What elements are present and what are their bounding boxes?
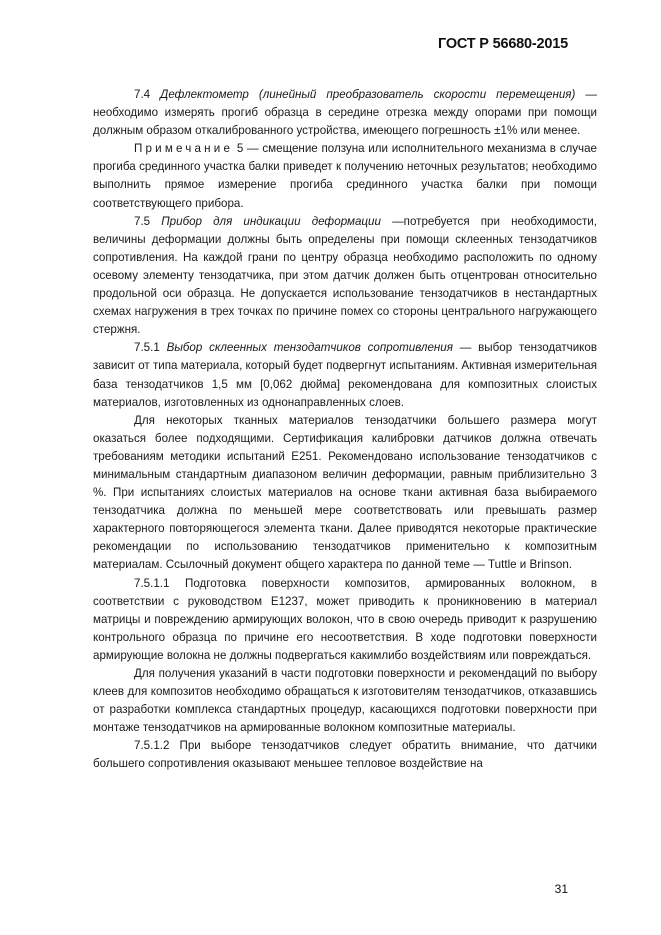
section-title: Выбор склеенных тензодатчиков сопротивления	[166, 341, 453, 355]
paragraph-7-5-1	[93, 339, 597, 411]
paragraph-text: —потребуется при необходимости, величины деформации должны быть определены при помощи склеенных тензодатчиков сопротивления. На каждой грани по центру образца необходимо расположить по одному осевому элементу тензодатчика, при этом датчик должен быть отцентрован относительно продольной оси образца. Не допускается использование тензодатчиков в нестандартных схемах нагружения в трех точках по причине помех со стороны центрального нагружающего стержня.	[93, 214, 597, 337]
section-number: 7.5	[134, 214, 151, 228]
section-number: 7.5.1	[134, 341, 160, 355]
section-title: Прибор для индикации деформации	[161, 214, 381, 228]
paragraph-text: — выбор тензодатчиков зависит от типа материала, который будет подвергнут испытаниям. Активная измерительная база тензодатчиков 1,5 мм [0,062 дюйма] рекомендована для композитных слоистых материалов, изготовленных из однонаправленных слоев.	[93, 341, 597, 409]
paragraph-glue: Для получения указаний в части подготовки поверхности и рекомендаций по выбору клеев для композитов необходимо обращаться к изготовителям тензодатчиков, отказавшись от разработки комплекса стандартных процедур, касающихся подготовки поверхности при монтаже тензодатчиков на армированные волокном композитные материалы.	[93, 667, 597, 735]
paragraph-7-4	[93, 86, 597, 140]
document-id: ГОСТ Р 56680-2015	[437, 36, 568, 52]
section-title: Дефлектометр (линейный преобразователь скорости перемещения)	[160, 88, 576, 101]
paragraph-7-5	[93, 213, 597, 340]
note-text: 5 — смещение ползуна или исполнительного механизма в случае прогиба срединного участка балки приведет к получению неточных результатов; необходимо выполнить прямое измерение прогиба срединного участка балки при помощи соответствующего прибора.	[93, 142, 597, 210]
paragraph-text: — необходимо измерять прогиб образца в середине отрезка между опорами при помощи должным образом откалиброванного устройства, имеющего погрешность ±1% или менее.	[93, 88, 597, 138]
page-number: 31	[554, 882, 568, 896]
paragraph-fabric: Для некоторых тканных материалов тензодатчики большего размера могут оказаться более подходящими. Сертификация калибровки датчиков должна отвечать требованиям методики испытаний E251. Рекомендовано использование тензодатчиков с минимальным стандартным диапазоном величин деформации, равным приблизительно 3 %. При испытаниях слоистых материалов на основе ткани активная база выбираемого тензодатчика должна по меньшей мере соответствовать или превышать размер характерного повторяющегося элемента ткани. Далее приводятся некоторые практические рекомендации по использованию тензодатчиков применительно к композитным материалам. Ссылочный документ общего характера по данной теме — Tuttle и Brinson.	[93, 413, 597, 572]
paragraph-7-5-1-2: 7.5.1.2 При выборе тензодатчиков следует обратить внимание, что датчики большего сопротивления оказывают меньшее тепловое воздействие на	[93, 739, 597, 771]
paragraph-7-5-1-1: 7.5.1.1 Подготовка поверхности композитов, армированных волокном, в соответствии с руководством E1237, может приводить к проникновению в материал матрицы и повреждению армирующих волокон, что в свою очередь приводит к разрушению контрольного образца по причине его несоответствия. В ходе подготовки поверхности армирующие волокна не должны подвергаться какимлибо воздействиям или повреждаться.	[93, 576, 597, 662]
document-body	[93, 86, 597, 774]
note-5	[93, 140, 597, 212]
section-number: 7.4	[134, 88, 151, 101]
note-label: Примечание	[134, 142, 234, 156]
